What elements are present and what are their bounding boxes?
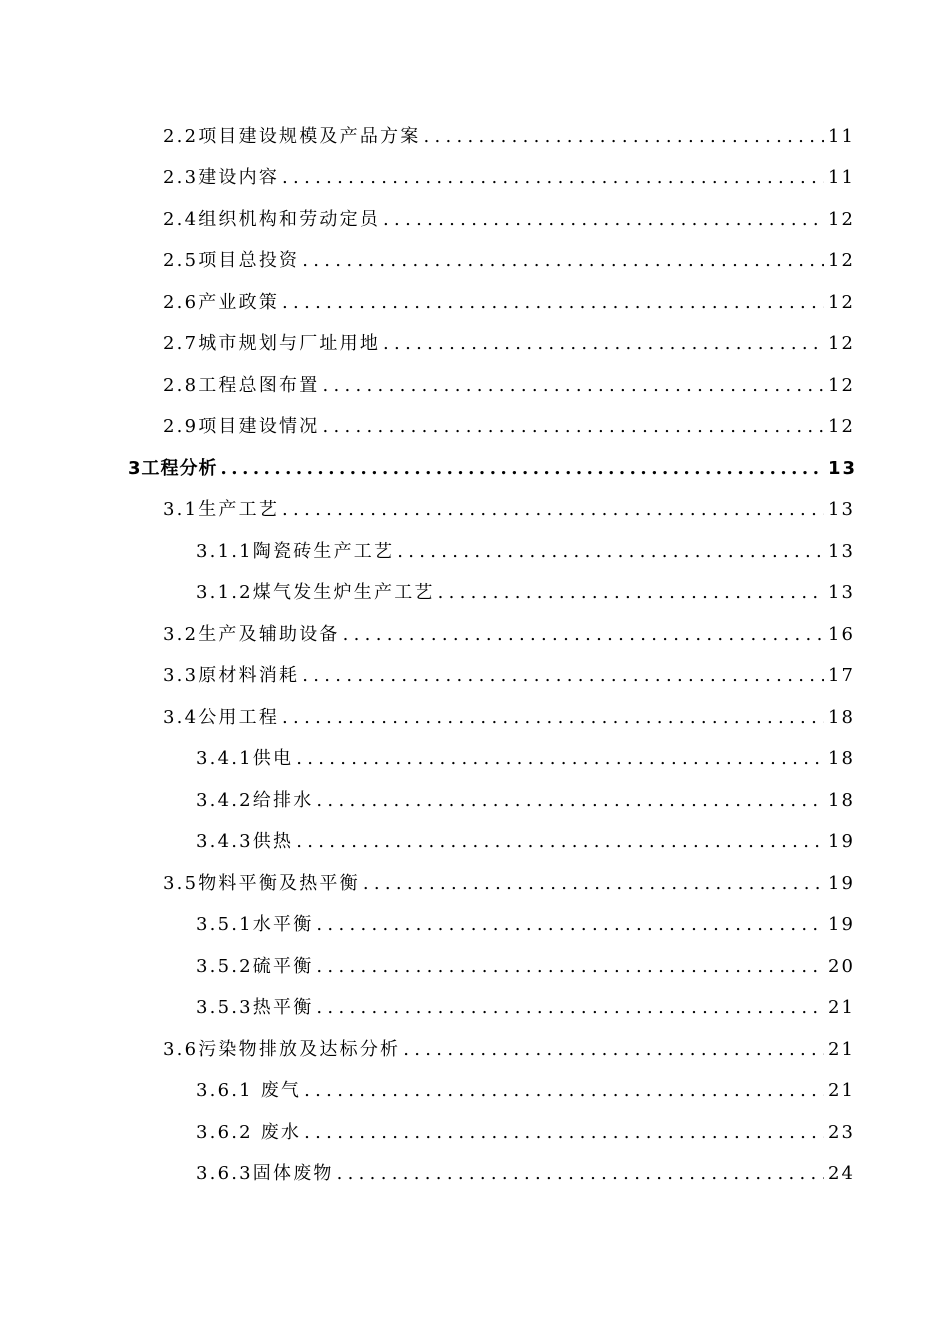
toc-entry-title: 2.9项目建设情况 — [163, 416, 320, 438]
toc-entry-title: 3.1生产工艺 — [163, 499, 280, 521]
toc-entry-2-4[interactable] — [0, 199, 950, 241]
toc-entry-title: 2.5项目总投资 — [163, 250, 300, 272]
table-of-contents — [0, 116, 950, 1195]
toc-entry-2-3[interactable] — [0, 158, 950, 200]
toc-page-number: 21 — [828, 997, 855, 1019]
dot-leader — [282, 499, 824, 521]
dot-leader — [403, 1039, 824, 1061]
toc-entry-title: 3.4.2给排水 — [196, 789, 314, 811]
toc-entry-3-4-3[interactable] — [0, 822, 950, 864]
toc-entry-3-5-2[interactable] — [0, 946, 950, 988]
toc-page-number: 16 — [828, 623, 855, 645]
toc-entry-title: 2.8工程总图布置 — [163, 374, 320, 396]
toc-page-number: 12 — [828, 250, 855, 272]
dot-leader — [316, 790, 824, 812]
toc-entry-title: 2.7城市规划与厂址用地 — [163, 333, 381, 355]
dot-leader — [221, 458, 824, 480]
dot-leader — [383, 209, 824, 231]
toc-entry-title: 3.5物料平衡及热平衡 — [163, 872, 360, 894]
toc-page-number: 19 — [828, 914, 855, 936]
toc-entry-2-9[interactable] — [0, 407, 950, 449]
dot-leader — [363, 873, 824, 895]
dot-leader — [296, 748, 824, 770]
toc-entry-3-5[interactable] — [0, 863, 950, 905]
dot-leader — [302, 250, 824, 272]
toc-page-number: 11 — [828, 167, 855, 189]
toc-page-number: 12 — [828, 416, 855, 438]
dot-leader — [322, 416, 824, 438]
dot-leader — [282, 167, 824, 189]
toc-page-number: 19 — [828, 872, 855, 894]
toc-entry-title: 2.6产业政策 — [163, 291, 280, 313]
toc-entry-title: 2.4组织机构和劳动定员 — [163, 208, 381, 230]
toc-entry-3-6[interactable] — [0, 1029, 950, 1071]
toc-entry-2-6[interactable] — [0, 282, 950, 324]
dot-leader — [438, 582, 824, 604]
dot-leader — [423, 126, 824, 148]
toc-entry-3-1[interactable] — [0, 490, 950, 532]
toc-entry-2-2[interactable] — [0, 116, 950, 158]
toc-page-number: 12 — [828, 291, 855, 313]
toc-page-number: 18 — [828, 789, 855, 811]
dot-leader — [337, 1163, 824, 1185]
dot-leader — [304, 1122, 824, 1144]
toc-entry-3-3[interactable] — [0, 656, 950, 698]
toc-entry-title: 2.3建设内容 — [163, 167, 280, 189]
toc-entry-3-4-2[interactable] — [0, 780, 950, 822]
toc-entry-title: 3.2生产及辅助设备 — [163, 623, 340, 645]
toc-entry-title: 3.4.3供热 — [196, 831, 294, 853]
toc-entry-title: 2.2项目建设规模及产品方案 — [163, 125, 421, 147]
toc-entry-2-8[interactable] — [0, 365, 950, 407]
toc-entry-title: 3.5.1水平衡 — [196, 914, 314, 936]
dot-leader — [296, 831, 824, 853]
toc-page-number: 21 — [828, 1080, 855, 1102]
toc-entry-3-6-1[interactable] — [0, 1071, 950, 1113]
toc-entry-title: 3.4.1供电 — [196, 748, 294, 770]
toc-entry-2-7[interactable] — [0, 324, 950, 366]
toc-entry-title: 3.3原材料消耗 — [163, 665, 300, 687]
toc-entry-3-6-3[interactable] — [0, 1154, 950, 1196]
toc-page-number: 13 — [828, 582, 855, 604]
toc-entry-title: 3.6污染物排放及达标分析 — [163, 1038, 401, 1060]
toc-entry-title: 3.1.1陶瓷砖生产工艺 — [196, 540, 395, 562]
dot-leader — [282, 707, 824, 729]
dot-leader — [282, 292, 824, 314]
toc-page-number: 12 — [828, 333, 855, 355]
dot-leader — [304, 1080, 824, 1102]
toc-page-number: 18 — [828, 706, 855, 728]
toc-entry-title: 3.6.1 废气 — [196, 1080, 302, 1102]
dot-leader — [316, 914, 824, 936]
toc-entry-3[interactable] — [0, 448, 950, 490]
toc-chapter-title: 3工程分析 — [128, 457, 218, 479]
toc-entry-3-4-1[interactable] — [0, 739, 950, 781]
toc-entry-3-1-1[interactable] — [0, 531, 950, 573]
toc-entry-3-2[interactable] — [0, 614, 950, 656]
toc-page-number: 11 — [828, 125, 855, 147]
toc-entry-2-5[interactable] — [0, 241, 950, 283]
toc-page-number: 12 — [828, 208, 855, 230]
toc-entry-3-5-3[interactable] — [0, 988, 950, 1030]
dot-leader — [383, 333, 824, 355]
toc-entry-title: 3.6.3固体废物 — [196, 1163, 334, 1185]
toc-page-number: 17 — [828, 665, 855, 687]
toc-page-number: 13 — [828, 457, 858, 479]
dot-leader — [316, 997, 824, 1019]
toc-page-number: 21 — [828, 1038, 855, 1060]
toc-page-number: 12 — [828, 374, 855, 396]
toc-entry-3-5-1[interactable] — [0, 905, 950, 947]
dot-leader — [322, 375, 824, 397]
toc-page-number: 19 — [828, 831, 855, 853]
dot-leader — [343, 624, 824, 646]
dot-leader — [397, 541, 824, 563]
toc-entry-title: 3.5.2硫平衡 — [196, 955, 314, 977]
toc-page-number: 13 — [828, 540, 855, 562]
dot-leader — [316, 956, 824, 978]
toc-entry-3-1-2[interactable] — [0, 573, 950, 615]
toc-page-number: 23 — [828, 1121, 855, 1143]
toc-page-number: 18 — [828, 748, 855, 770]
toc-entry-title: 3.6.2 废水 — [196, 1121, 302, 1143]
toc-entry-title: 3.1.2煤气发生炉生产工艺 — [196, 582, 435, 604]
toc-entry-3-6-2[interactable] — [0, 1112, 950, 1154]
toc-page-number: 13 — [828, 499, 855, 521]
dot-leader — [302, 665, 824, 687]
toc-entry-title: 3.4公用工程 — [163, 706, 280, 728]
toc-page-number: 24 — [828, 1163, 855, 1185]
toc-page-number: 20 — [828, 955, 855, 977]
toc-entry-title: 3.5.3热平衡 — [196, 997, 314, 1019]
toc-entry-3-4[interactable] — [0, 697, 950, 739]
